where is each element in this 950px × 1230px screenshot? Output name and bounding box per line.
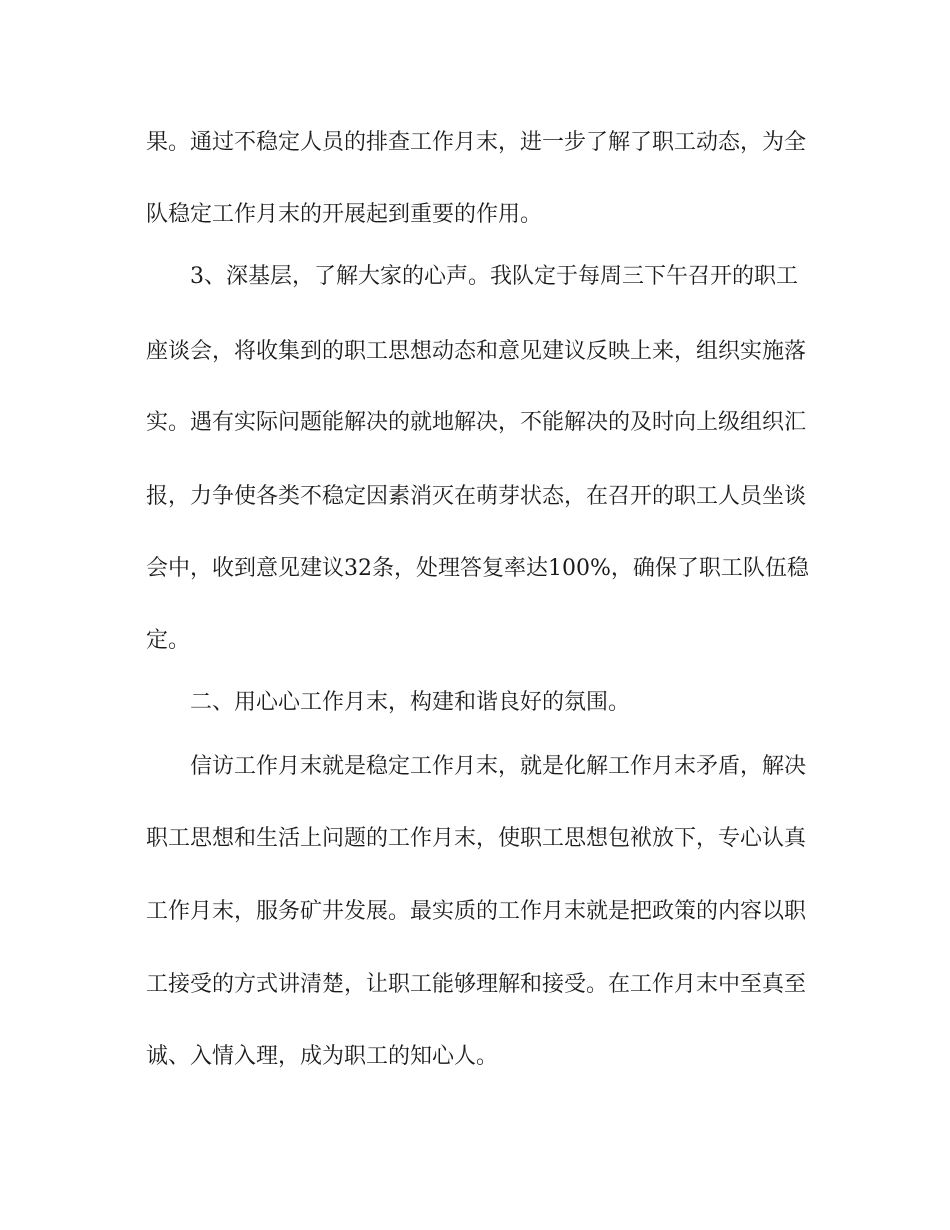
section-heading: 二、用心心工作月末，构建和谐良好的氛围。 — [190, 690, 631, 715]
text-line: 诚、入情入理，成为职工的知心人。 — [146, 1044, 499, 1069]
text-line: 职工思想和生活上问题的工作月末，使职工思想包袱放下，专心认真 — [146, 826, 807, 851]
text-line: 实。遇有实际问题能解决的就地解决，不能解决的及时向上级组织汇 — [146, 410, 807, 435]
text-line: 定。 — [146, 628, 191, 653]
text-line: 座谈会，将收集到的职工思想动态和意见建议反映上来，组织实施落 — [146, 339, 807, 364]
text-line: 会中，收到意见建议32条，处理答复率达100%，确保了职工队伍稳 — [146, 556, 809, 581]
text-line: 队稳定工作月末的开展起到重要的作用。 — [146, 202, 543, 227]
text-line: 报，力争使各类不稳定因素消灭在萌芽状态，在召开的职工人员坐谈 — [146, 484, 807, 509]
text-line: 工作月末，服务矿井发展。最实质的工作月末就是把政策的内容以职 — [146, 899, 807, 924]
text-line: 工接受的方式讲清楚，让职工能够理解和接受。在工作月末中至真至 — [146, 972, 807, 997]
paragraph-start-line: 信访工作月末就是稳定工作月末，就是化解工作月末矛盾，解决 — [190, 754, 807, 779]
paragraph-start-line: 3、深基层，了解大家的心声。我队定于每周三下午召开的职工 — [190, 264, 798, 289]
text-line: 果。通过不稳定人员的排查工作月末，进一步了解了职工动态，为全 — [146, 130, 807, 155]
